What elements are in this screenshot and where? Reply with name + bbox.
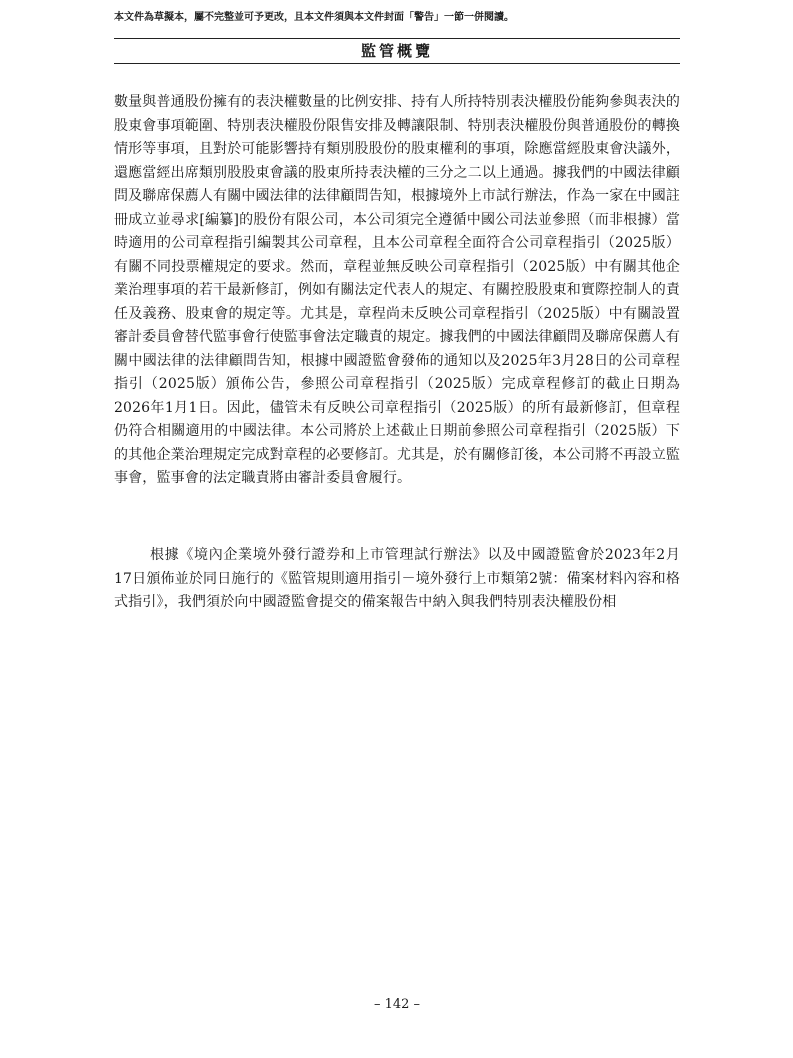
header-bottom-rule [114, 63, 680, 64]
page-number: – 142 – [373, 997, 421, 1012]
section-title: 監管概覽 [360, 42, 433, 60]
body-paragraph-1: 數量與普通股份擁有的表決權數量的比例安排、持有人所持特別表決權股份能夠參與表決的股東會事項範圍、特別表決權股份限售安排及轉讓限制、特別表決權股份與普通股份的轉換情形等事項，且對於可能影響持有類別股股份的股東權利的事項，除應當經股東會決議外，還應當經出席類別股股東會議的股東所持表決權的三分之二以上通過。據我們的中國法律顧問及聯席保薦人有關中國法律的法律顧問告知，根據境外上市試行辦法，作為一家在中國註冊成立並尋求[編纂]的股份有限公司，本公司須完全遵循中國公司法並參照（而非根據）當時適用的公司章程指引編製其公司章程，且本公司章程全面符合公司章程指引（2025版）有關不同投票權規定的要求。然而，章程並無反映公司章程指引（2025版）中有關其他企業治理事項的若干最新修訂，例如有關法定代表人的規定、有關控股股東和實際控制人的責任及義務、股東會的規定等。尤其是，章程尚未反映公司章程指引（2025版）中有關設置審計委員會替代監事會行使監事會法定職責的規定。據我們的中國法律顧問及聯席保薦人有關中國法律的法律顧問告知，根據中國證監會發佈的通知以及2025年3月28日的公司章程指引（2025版）頒佈公告，參照公司章程指引（2025版）完成章程修訂的截止日期為2026年1月1日。因此，儘管未有反映公司章程指引（2025版）的所有最新修訂，但章程仍符合相關適用的中國法律。本公司將於上述截止日期前參照公司章程指引（2025版）下的其他企業治理規定完成對章程的必要修訂。尤其是，於有關修訂後，本公司將不再設立監事會，監事會的法定職責將由審計委員會履行。 [114, 94, 680, 486]
header-top-rule [114, 38, 680, 39]
body-paragraph-2: 根據《境內企業境外發行證券和上市管理試行辦法》以及中國證監會於2023年2月17日頒佈並於同日施行的《監管規則適用指引－境外發行上市類第2號：備案材料內容和格式指引》，我們須於向中國證監會提交的備案報告中納入與我們特別表決權股份相 [114, 547, 680, 610]
draft-disclaimer: 本文件為草擬本，屬不完整並可予更改，且本文件須與本文件封面「警告」一節一併閱讀。 [114, 12, 514, 23]
